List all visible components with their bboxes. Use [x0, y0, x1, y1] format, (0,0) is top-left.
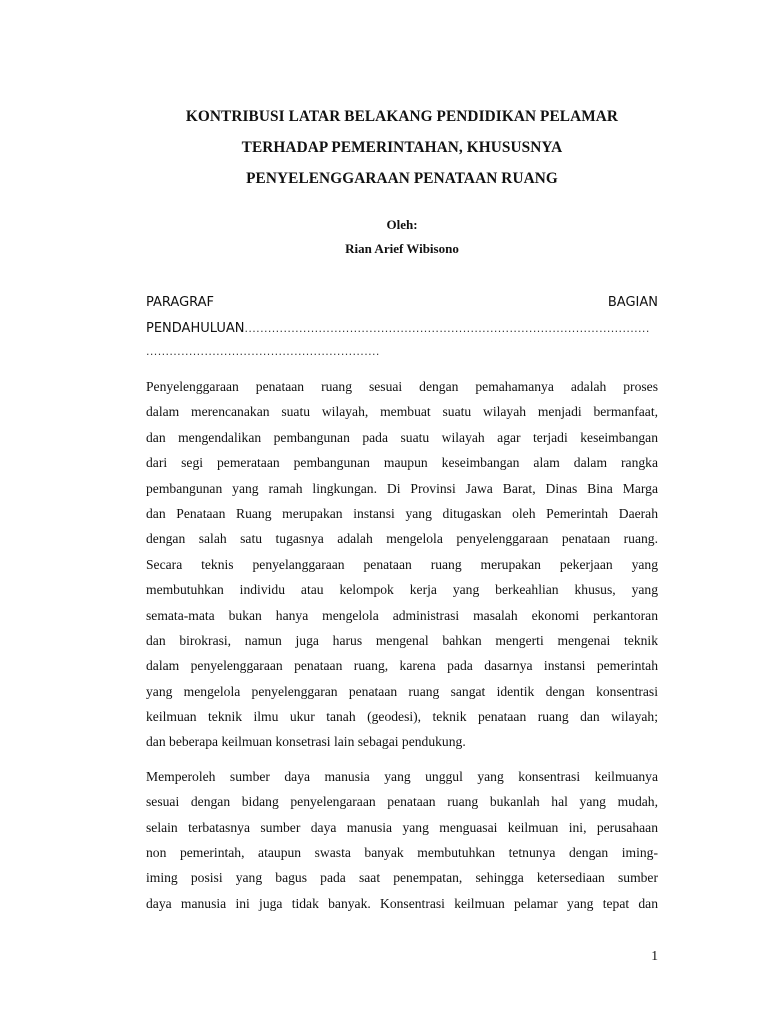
toc-row — [146, 316, 658, 342]
author-block — [146, 213, 658, 261]
text-line: membutuhkan individu atau kelompok kerja yang berkeahlian khusus, yang — [146, 582, 658, 598]
text-line: selain terbatasnya sumber daya manusia yang menguasai keilmuan ini, perusahaan — [146, 819, 658, 835]
text-line: dan birokrasi, namun juga harus mengenal bahkan mengerti mengenai teknik — [146, 632, 658, 648]
toc-leader-dots: ........................................................................................................ — [244, 322, 650, 335]
text-line: dalam merencanakan suatu wilayah, membuat suatu wilayah menjadi bermanfaat, — [146, 404, 658, 420]
paragraph — [146, 374, 658, 755]
text-line: dalam penyelenggaraan penataan ruang, karena pada dasarnya instansi pemerintah — [146, 658, 658, 674]
text-line: iming posisi yang bagus pada saat penempatan, sehingga ketersediaan sumber — [146, 870, 658, 886]
text-line: Penyelenggaraan penataan ruang sesuai dengan pemahamanya adalah proses — [146, 379, 658, 394]
toc-word: PARAGRAF — [146, 295, 215, 310]
toc-leader-dots: ............................................................ — [146, 345, 380, 358]
text-line: Memperoleh sumber daya manusia yang unggul yang konsentrasi keilmuanya — [146, 768, 658, 784]
text-line: dari segi pemerataan pembangunan maupun keseimbangan alam dalam rangka — [146, 455, 658, 471]
title-line: PENYELENGGARAAN PENATAAN RUANG — [246, 170, 558, 187]
author-name: Rian Arief Wibisono — [345, 241, 459, 256]
text-line: yang mengelola penyelenggaran penataan ruang sangat identik dengan konsentrasi — [146, 683, 658, 699]
text-line: keilmuan teknik ilmu ukur tanah (geodesi), teknik penataan ruang dan wilayah; — [146, 709, 658, 725]
body-text — [146, 374, 658, 925]
text-line: sesuai dengan bidang penyelengaraan penataan ruang bukanlah hal yang mudah, — [146, 794, 658, 810]
text-line: dan beberapa keilmuan konsetrasi lain sebagai pendukung. — [146, 734, 466, 750]
text-line: daya manusia ini juga tidak banyak. Konsentrasi keilmuan pelamar yang tepat dan — [146, 895, 658, 911]
text-line: pembangunan yang ramah lingkungan. Di Provinsi Jawa Barat, Dinas Bina Marga — [146, 480, 658, 496]
text-line: semata-mata bukan hanya mengelola administrasi masalah ekonomi perkantoran — [146, 607, 658, 623]
title-line: KONTRIBUSI LATAR BELAKANG PENDIDIKAN PELAMAR — [185, 108, 619, 125]
text-line: dan mengendalikan pembangunan pada suatu wilayah agar terjadi keseimbangan — [146, 429, 658, 445]
page-number: 1 — [651, 948, 658, 963]
table-of-contents — [146, 290, 658, 359]
title-line: TERHADAP PEMERINTAHAN, KHUSUSNYA — [241, 139, 563, 156]
paragraph — [146, 764, 658, 916]
toc-word: PENDAHULUAN — [146, 321, 245, 336]
text-line: Secara teknis penyelanggaraan penataan ruang merupakan pekerjaan yang — [146, 556, 658, 572]
text-line: dengan salah satu tugasnya adalah mengelola penyelenggaraan penataan ruang. — [146, 531, 658, 547]
document-title — [120, 101, 684, 194]
text-line: non pemerintah, ataupun swasta banyak membutuhkan tetnunya dengan iming- — [146, 845, 658, 861]
toc-word: BAGIAN — [607, 295, 658, 310]
text-line: dan Penataan Ruang merupakan instansi yang ditugaskan oleh Pemerintah Daerah — [146, 505, 658, 521]
byline-label: Oleh: — [386, 217, 418, 232]
toc-row — [146, 290, 658, 316]
